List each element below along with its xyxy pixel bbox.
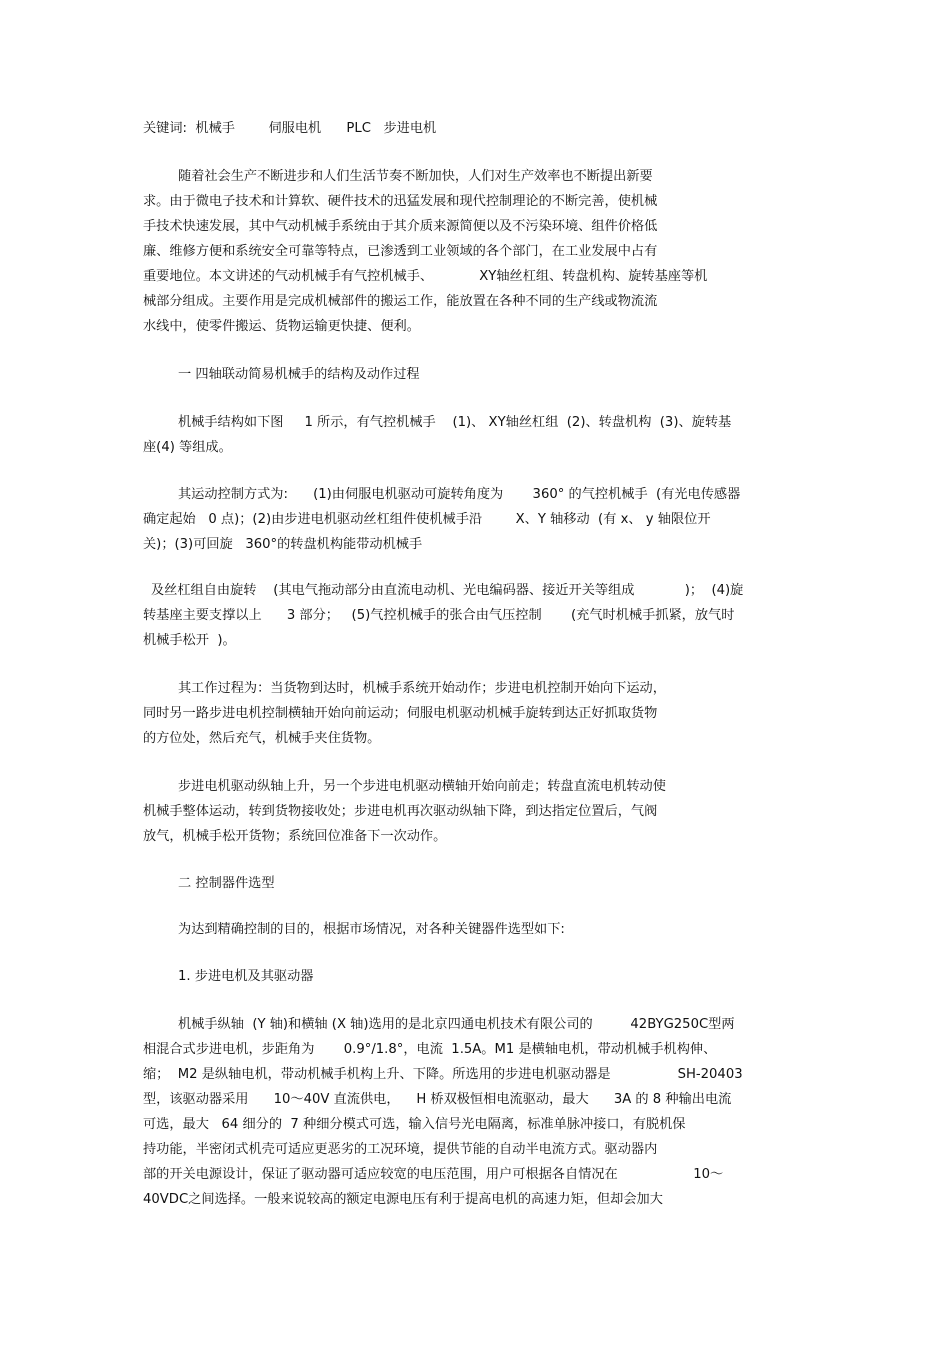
stepper-line: 机械手纵轴 (Y 轴)和横轴 (X 轴)选用的是北京四通电机技术有限公司的 42BYG250C型两 <box>178 1017 735 1032</box>
stepper-line: 持功能，半密闭式机壳可适应更恶劣的工况环境，提供节能的自动半电流方式。驱动器内 <box>143 1142 658 1157</box>
control-line: 其运动控制方式为: (1)由伺服电机驱动可旋转角度为 360° 的气控机械手 (有光电传感器 <box>178 487 741 502</box>
control-line: 确定起始 0 点)；(2)由步进电机驱动丝杠组件使机械手沿 X、Y 轴移动 (有 x、 y 轴限位开 <box>143 512 711 527</box>
structure-line: 座(4) 等组成。 <box>143 440 232 455</box>
process-line: 其工作过程为：当货物到达时，机械手系统开始动作；步进电机控制开始向下运动， <box>178 681 666 696</box>
process2-line: 放气，机械手松开货物；系统回位准备下一次动作。 <box>143 829 447 844</box>
stepper-line: 部的开关电源设计，保证了驱动器可适应较宽的电压范围，用户可根据各自情况在 10～ <box>143 1167 724 1182</box>
structure-line: 机械手结构如下图 1 所示，有气控机械手 (1)、 XY轴丝杠组 (2)、转盘机构 (3)、旋转基 <box>178 415 732 430</box>
process-line: 同时另一路步进电机控制横轴开始向前运动；伺服电机驱动机械手旋转到达正好抓取货物 <box>143 706 658 721</box>
intro-line: 械部分组成。主要作用是完成机械部件的搬运工作，能放置在各种不同的生产线或物流流 <box>143 294 658 309</box>
intro-line: 求。由于微电子技术和计算软、硬件技术的迅猛发展和现代控制理论的不断完善，使机械 <box>143 194 658 209</box>
intro-line: 重要地位。本文讲述的气动机械手有气控机械手、 XY轴丝杠组、转盘机构、旋转基座等机 <box>143 269 708 284</box>
intro-line: 手技术快速发展，其中气动机械手系统由于其介质来源简便以及不污染环境、组件价格低 <box>143 219 658 234</box>
process-line: 的方位处，然后充气，机械手夹住货物。 <box>143 731 381 746</box>
stepper-line: 型，该驱动器采用 10～40V 直流供电， H 桥双极恒相电流驱动，最大 3A 的 8 种输出电流 <box>143 1092 732 1107</box>
selection-intro: 为达到精确控制的目的，根据市场情况，对各种关键器件选型如下: <box>178 922 565 937</box>
stepper-line: 可选，最大 64 细分的 7 种细分模式可选，输入信号光电隔离，标准单脉冲接口，有脱机保 <box>143 1117 686 1132</box>
stepper-line: 相混合式步进电机，步距角为 0.9°/1.8°，电流 1.5A。M1 是横轴电机，带动机械手机构伸、 <box>143 1042 717 1057</box>
subsection-heading-stepper: 1. 步进电机及其驱动器 <box>178 969 314 984</box>
intro-line: 廉、维修方便和系统安全可靠等特点，已渗透到工业领域的各个部门，在工业发展中占有 <box>143 244 658 259</box>
process2-line: 步进电机驱动纵轴上升，另一个步进电机驱动横轴开始向前走；转盘直流电机转动使 <box>178 779 666 794</box>
keywords-line: 关键词: 机械手 伺服电机 PLC 步进电机 <box>143 121 437 136</box>
section-heading-selection: 二 控制器件选型 <box>178 876 275 891</box>
intro-line: 随着社会生产不断进步和人们生活节奏不断加快，人们对生产效率也不断提出新要 <box>178 169 653 184</box>
rotation-line: 转基座主要支撑以上 3 部分； (5)气控机械手的张合由气压控制 (充气时机械手抓紧，放气时 <box>143 608 735 623</box>
control-line: 关)；(3)可回旋 360°的转盘机构能带动机械手 <box>143 537 423 552</box>
process2-line: 机械手整体运动，转到货物接收处；步进电机再次驱动纵轴下降，到达指定位置后，气阀 <box>143 804 658 819</box>
rotation-line: 及丝杠组自由旋转 (其电气拖动部分由直流电动机、光电编码器、接近开关等组成 )； (4)旋 <box>151 583 744 598</box>
intro-line: 水线中，使零件搬运、货物运输更快捷、便利。 <box>143 319 420 334</box>
stepper-line: 40VDC之间选择。一般来说较高的额定电源电压有利于提高电机的高速力矩，但却会加大 <box>143 1192 663 1207</box>
stepper-line: 缩； M2 是纵轴电机，带动机械手机构上升、下降。所选用的步进电机驱动器是 SH-20403 <box>143 1067 743 1082</box>
section-heading-structure: 一 四轴联动简易机械手的结构及动作过程 <box>178 367 420 382</box>
rotation-line: 机械手松开 )。 <box>143 633 236 648</box>
